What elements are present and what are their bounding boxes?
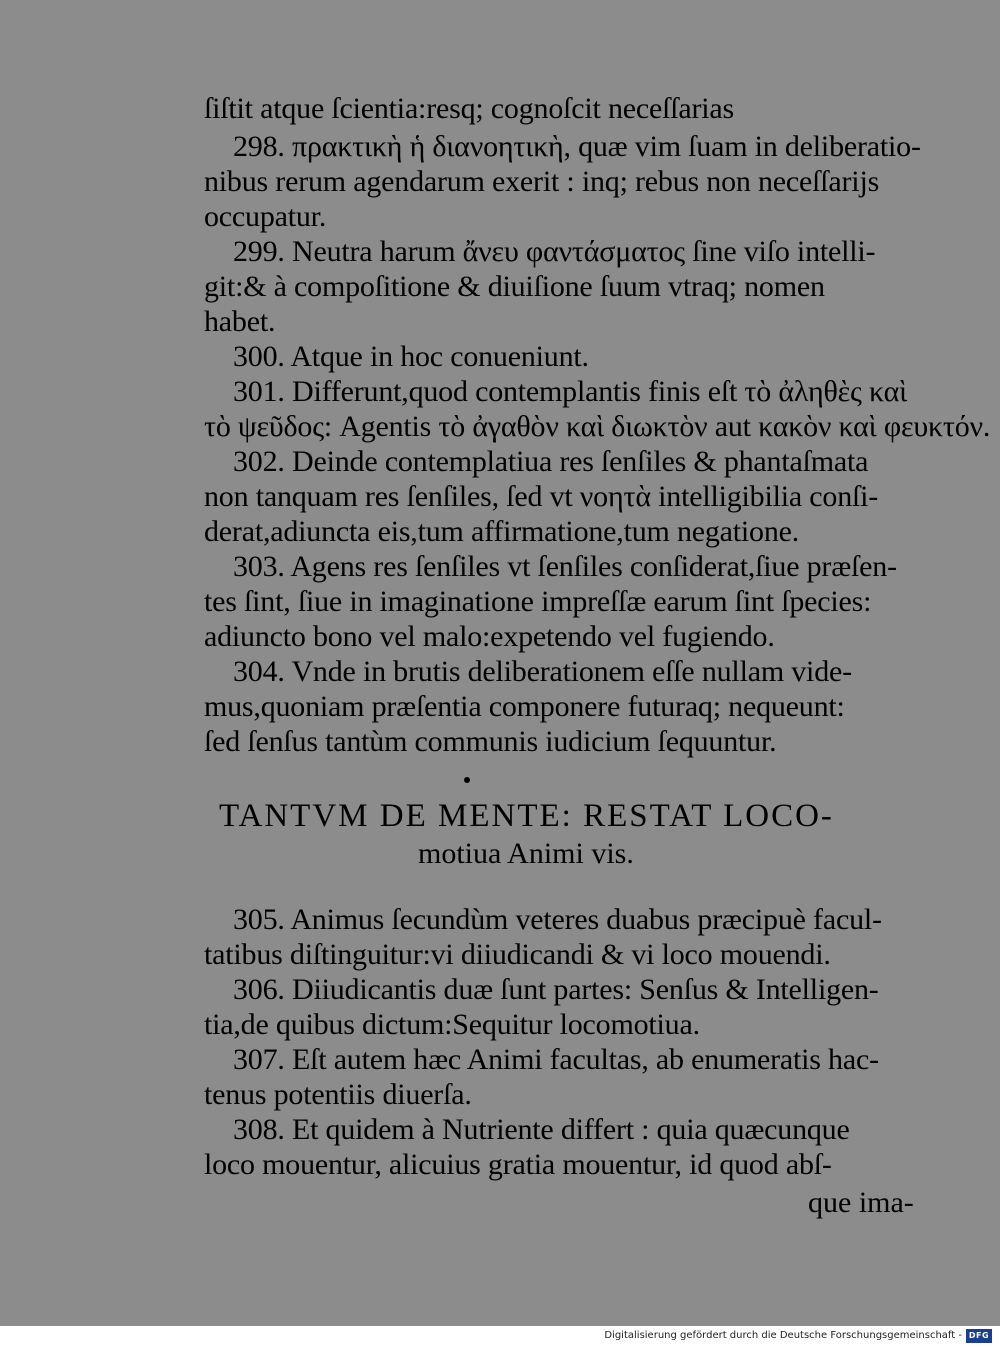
funding-notice: Digitalisierung gefördert durch die Deutsche Forschungsgemeinschaft - (604, 1330, 962, 1341)
text-line: 307. Eſt autem hæc Animi facultas, ab enumeratis hac- (233, 1043, 879, 1076)
text-line: 301. Differunt,quod contemplantis finis eſt τὸ ἀληθὲς καὶ (233, 375, 908, 408)
text-line: τὸ ψεῦδος: Agentis τὸ ἀγαθὸν καὶ διωκτὸν aut κακὸν καὶ φευκτόν. (204, 410, 991, 443)
text-line: 303. Agens res ſenſiles vt ſenſiles conſiderat,ſiue præſen- (233, 550, 897, 583)
ornament-dot (464, 777, 470, 783)
text-line: adiuncto bono vel malo:expetendo vel fugiendo. (204, 620, 775, 653)
section-heading: TANTVM DE MENTE: RESTAT LOCO- (219, 798, 834, 834)
text-line: loco mouentur, alicuius gratia mouentur, id quod abſ- (204, 1148, 832, 1181)
text-line: 305. Animus ſecundùm veteres duabus præcipuè facul- (233, 903, 882, 936)
text-line: mus,quoniam præſentia componere futuraq; nequeunt: (204, 690, 845, 723)
text-line: tatibus diſtinguitur:vi diiudicandi & vi loco mouendi. (204, 938, 831, 971)
text-line: tenus potentiis diuerſa. (204, 1078, 472, 1111)
dfg-logo: DFG (966, 1329, 992, 1343)
text-line: 306. Diiudicantis duæ ſunt partes: Senſus & Intelligen- (233, 973, 879, 1006)
text-line: non tanquam res ſenſiles, ſed vt νοητὰ intelligibilia conſi- (204, 480, 879, 513)
footer-bar (0, 1326, 1000, 1347)
text-line: occupatur. (204, 200, 327, 233)
text-line: ſed ſenſus tantùm communis iudicium ſequuntur. (204, 725, 777, 758)
text-line: ſiſtit atque ſcientia:resq; cognoſcit neceſſarias (204, 92, 734, 125)
text-line: 300. Atque in hoc conueniunt. (233, 340, 589, 373)
text-line: 298. πρακτικὴ ἡ διανοητικὴ, quæ vim ſuam in deliberatio- (233, 130, 921, 163)
text-line: habet. (204, 305, 276, 338)
text-line: 299. Neutra harum ἄνευ φαντάσματος ſine viſo intelli- (233, 235, 876, 268)
text-line: 308. Et quidem à Nutriente differt : quia quæcunque (233, 1113, 850, 1146)
text-line: git:& à compoſitione & diuiſione ſuum vtraq; nomen (204, 270, 825, 303)
text-line: tes ſint, ſiue in imaginatione impreſſæ earum ſint ſpecies: (204, 585, 872, 618)
section-subheading: motiua Animi vis. (418, 837, 634, 870)
catchword: que ima- (808, 1186, 914, 1219)
text-line: 302. Deinde contemplatiua res ſenſiles & phantaſmata (233, 445, 869, 478)
text-line: 304. Vnde in brutis deliberationem eſſe nullam vide- (233, 655, 852, 688)
text-line: tia,de quibus dictum:Sequitur locomotiua. (204, 1008, 700, 1041)
text-line: nibus rerum agendarum exerit : inq; rebus non neceſſarijs (204, 165, 880, 198)
text-line: derat,adiuncta eis,tum affirmatione,tum negatione. (204, 515, 800, 548)
